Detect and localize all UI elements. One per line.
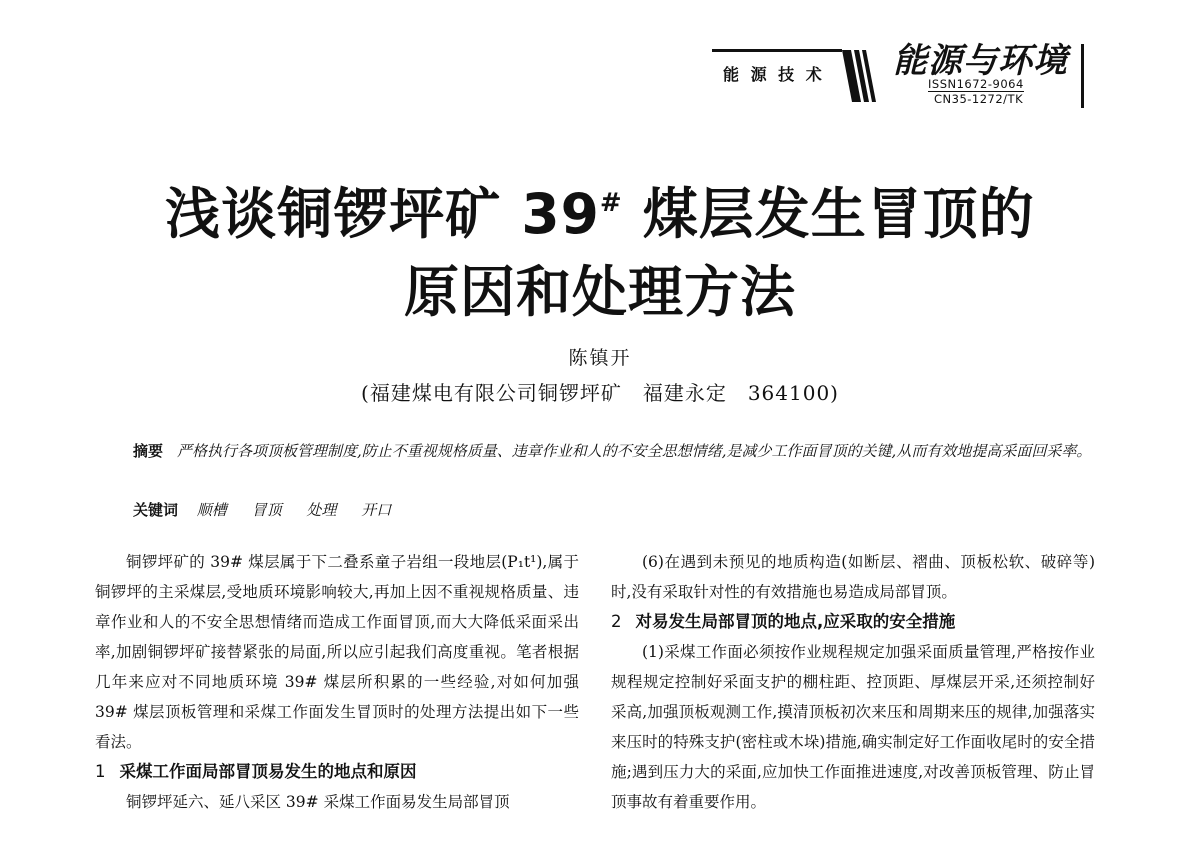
keyword-item: 开口 bbox=[361, 501, 392, 519]
keywords bbox=[133, 497, 411, 523]
section-2-heading bbox=[611, 607, 1095, 637]
author-affiliation: (福建煤电有限公司铜锣坪矿 福建永定 364100) bbox=[361, 381, 839, 405]
section-1-title: 采煤工作面局部冒顶易发生的地点和原因 bbox=[119, 762, 417, 781]
cn-number: CN35-1272/TK bbox=[934, 92, 1024, 106]
header-stripes-icon bbox=[842, 46, 884, 106]
header-rule bbox=[712, 49, 842, 52]
abstract-label: 摘要 bbox=[133, 442, 164, 460]
abstract bbox=[95, 437, 1110, 465]
title-superscript: # bbox=[599, 188, 623, 218]
item-6-paragraph: (6)在遇到未预见的地质构造(如断层、褶曲、顶板松软、破碎等)时,没有采取针对性的有效措施也易造成局部冒顶。 bbox=[611, 553, 1095, 601]
section-1-heading bbox=[95, 757, 579, 787]
journal-header bbox=[700, 30, 1180, 110]
author-name: 陈镇开 bbox=[568, 347, 632, 369]
section-1-number: 1 bbox=[95, 762, 106, 781]
title-line-1-tail: 煤层发生冒顶的 bbox=[622, 182, 1035, 246]
title-line-1 bbox=[0, 164, 1200, 253]
keywords-label: 关键词 bbox=[133, 501, 179, 519]
paper-title bbox=[0, 164, 1200, 331]
title-line-1-main: 浅谈铜锣坪矿 39 bbox=[165, 182, 600, 246]
section-2-number: 2 bbox=[611, 612, 622, 631]
section-1-paragraph: 铜锣坪延六、延八采区 39# 采煤工作面易发生局部冒顶 bbox=[126, 793, 510, 811]
header-vertical-bar bbox=[1081, 44, 1084, 108]
keyword-item: 顺槽 bbox=[196, 501, 227, 519]
keyword-item: 处理 bbox=[306, 501, 337, 519]
intro-paragraph: 铜锣坪矿的 39# 煤层属于下二叠系童子岩组一段地层(P₁t¹),属于铜锣坪的主采煤层,受地质环境影响较大,再加上因不重视规格质量、违章作业和人的不安全思想情绪而造成工作面冒顶,而大大降低采面采出率,加剧铜锣坪矿接替紧张的局面,所以应引起我们高度重视。笔者根据几年来应对不同地质环境 39# 煤层所积累的一些经验,对如何加强 39# 煤层顶板管理和采煤工作面发生冒顶时的处理方法提出如下一些看法。 bbox=[95, 553, 579, 751]
keyword-item: 冒顶 bbox=[251, 501, 282, 519]
journal-name: 能源与环境 bbox=[893, 41, 1068, 81]
left-column bbox=[95, 547, 579, 817]
issn-number: ISSN1672-9064 bbox=[928, 77, 1024, 91]
section-2-title: 对易发生局部冒顶的地点,应采取的安全措施 bbox=[635, 612, 956, 631]
right-column bbox=[611, 547, 1095, 817]
item-1-paragraph: (1)采煤工作面必须按作业规程规定加强采面质量管理,严格按作业规程规定控制好采面支护的棚柱距、控顶距、厚煤层开采,还须控制好采高,加强顶板观测工作,摸清顶板初次来压和周期来压的规律,加强落实来压时的特殊支护(密柱或木垛)措施,确实制定好工作面收尾时的安全措施;遇到压力大的采面,应加快工作面推进速度,对改善顶板管理、防止冒顶事故有着重要作用。 bbox=[611, 643, 1095, 811]
abstract-text: 严格执行各项顶板管理制度,防止不重视规格质量、违章作业和人的不安全思想情绪,是减少工作面冒顶的关键,从而有效地提高采面回采率。 bbox=[177, 442, 1092, 460]
column-label: 能 源 技 术 bbox=[723, 65, 825, 84]
title-line-2: 原因和处理方法 bbox=[403, 260, 796, 324]
